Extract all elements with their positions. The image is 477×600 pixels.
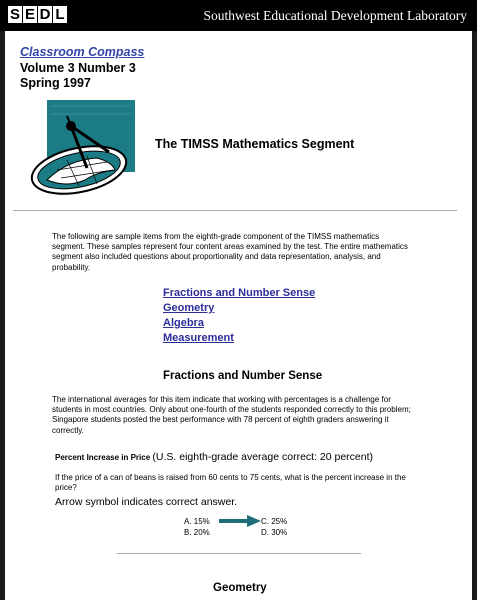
divider <box>117 553 361 554</box>
logo-letter-s: S <box>9 6 20 23</box>
answers-left <box>184 516 210 538</box>
intro-paragraph: The following are sample items from the eighth-grade component of the TIMSS mathematics segment. These samples represent four content areas examined by the test. The entire mathematics segment also included questions about proportionality and data representation, analysis, and probability. <box>52 232 408 272</box>
logo-letter-l: L <box>53 6 67 23</box>
section-links <box>163 286 315 346</box>
sedl-logo[interactable] <box>8 6 67 23</box>
logo-letter-d: D <box>39 6 51 23</box>
link-fractions[interactable]: Fractions and Number Sense <box>163 287 316 299</box>
section-heading-fractions: Fractions and Number Sense <box>163 370 323 382</box>
divider <box>13 210 457 211</box>
content-page <box>5 31 472 600</box>
site-banner <box>0 0 477 31</box>
arrow-note: Arrow symbol indicates correct answer. <box>55 496 238 508</box>
section-heading-geometry: Geometry <box>213 582 267 594</box>
logo-letter-e: E <box>24 6 35 23</box>
question-text: If the price of a can of beans is raised from 60 cents to 75 cents, what is the percent increase in the price? <box>55 473 406 493</box>
fractions-paragraph: The international averages for this item indicate that working with percentages is a challenge for students in most countries. Only about one-fourth of the students responded correctly to this problem; Singapore students posted the best performance with 78 percent of eighth graders answering it correctly. <box>52 395 411 435</box>
answer-b: B. 20% <box>184 528 210 537</box>
compass-globe-icon <box>27 100 143 196</box>
answer-c: C. 25% <box>261 517 288 526</box>
link-geometry[interactable]: Geometry <box>163 302 215 314</box>
answer-d: D. 30% <box>261 528 288 537</box>
answer-a: A. 15% <box>184 517 210 526</box>
page-title: The TIMSS Mathematics Segment <box>155 137 355 151</box>
issue-info <box>20 43 144 91</box>
classroom-compass-link[interactable]: Classroom Compass <box>20 45 145 59</box>
season-label: Spring 1997 <box>20 76 91 90</box>
answers-right <box>261 516 287 538</box>
correct-answer-arrow-icon <box>219 515 261 527</box>
link-measurement[interactable]: Measurement <box>163 332 234 344</box>
item-heading <box>55 451 373 463</box>
link-algebra[interactable]: Algebra <box>163 317 204 329</box>
item-average: (U.S. eighth-grade average correct: 20 percent) <box>152 451 374 463</box>
item-title: Percent Increase in Price <box>55 453 151 462</box>
volume-label: Volume 3 Number 3 <box>20 61 136 75</box>
lab-name[interactable]: Southwest Educational Development Laboratory <box>203 8 467 23</box>
